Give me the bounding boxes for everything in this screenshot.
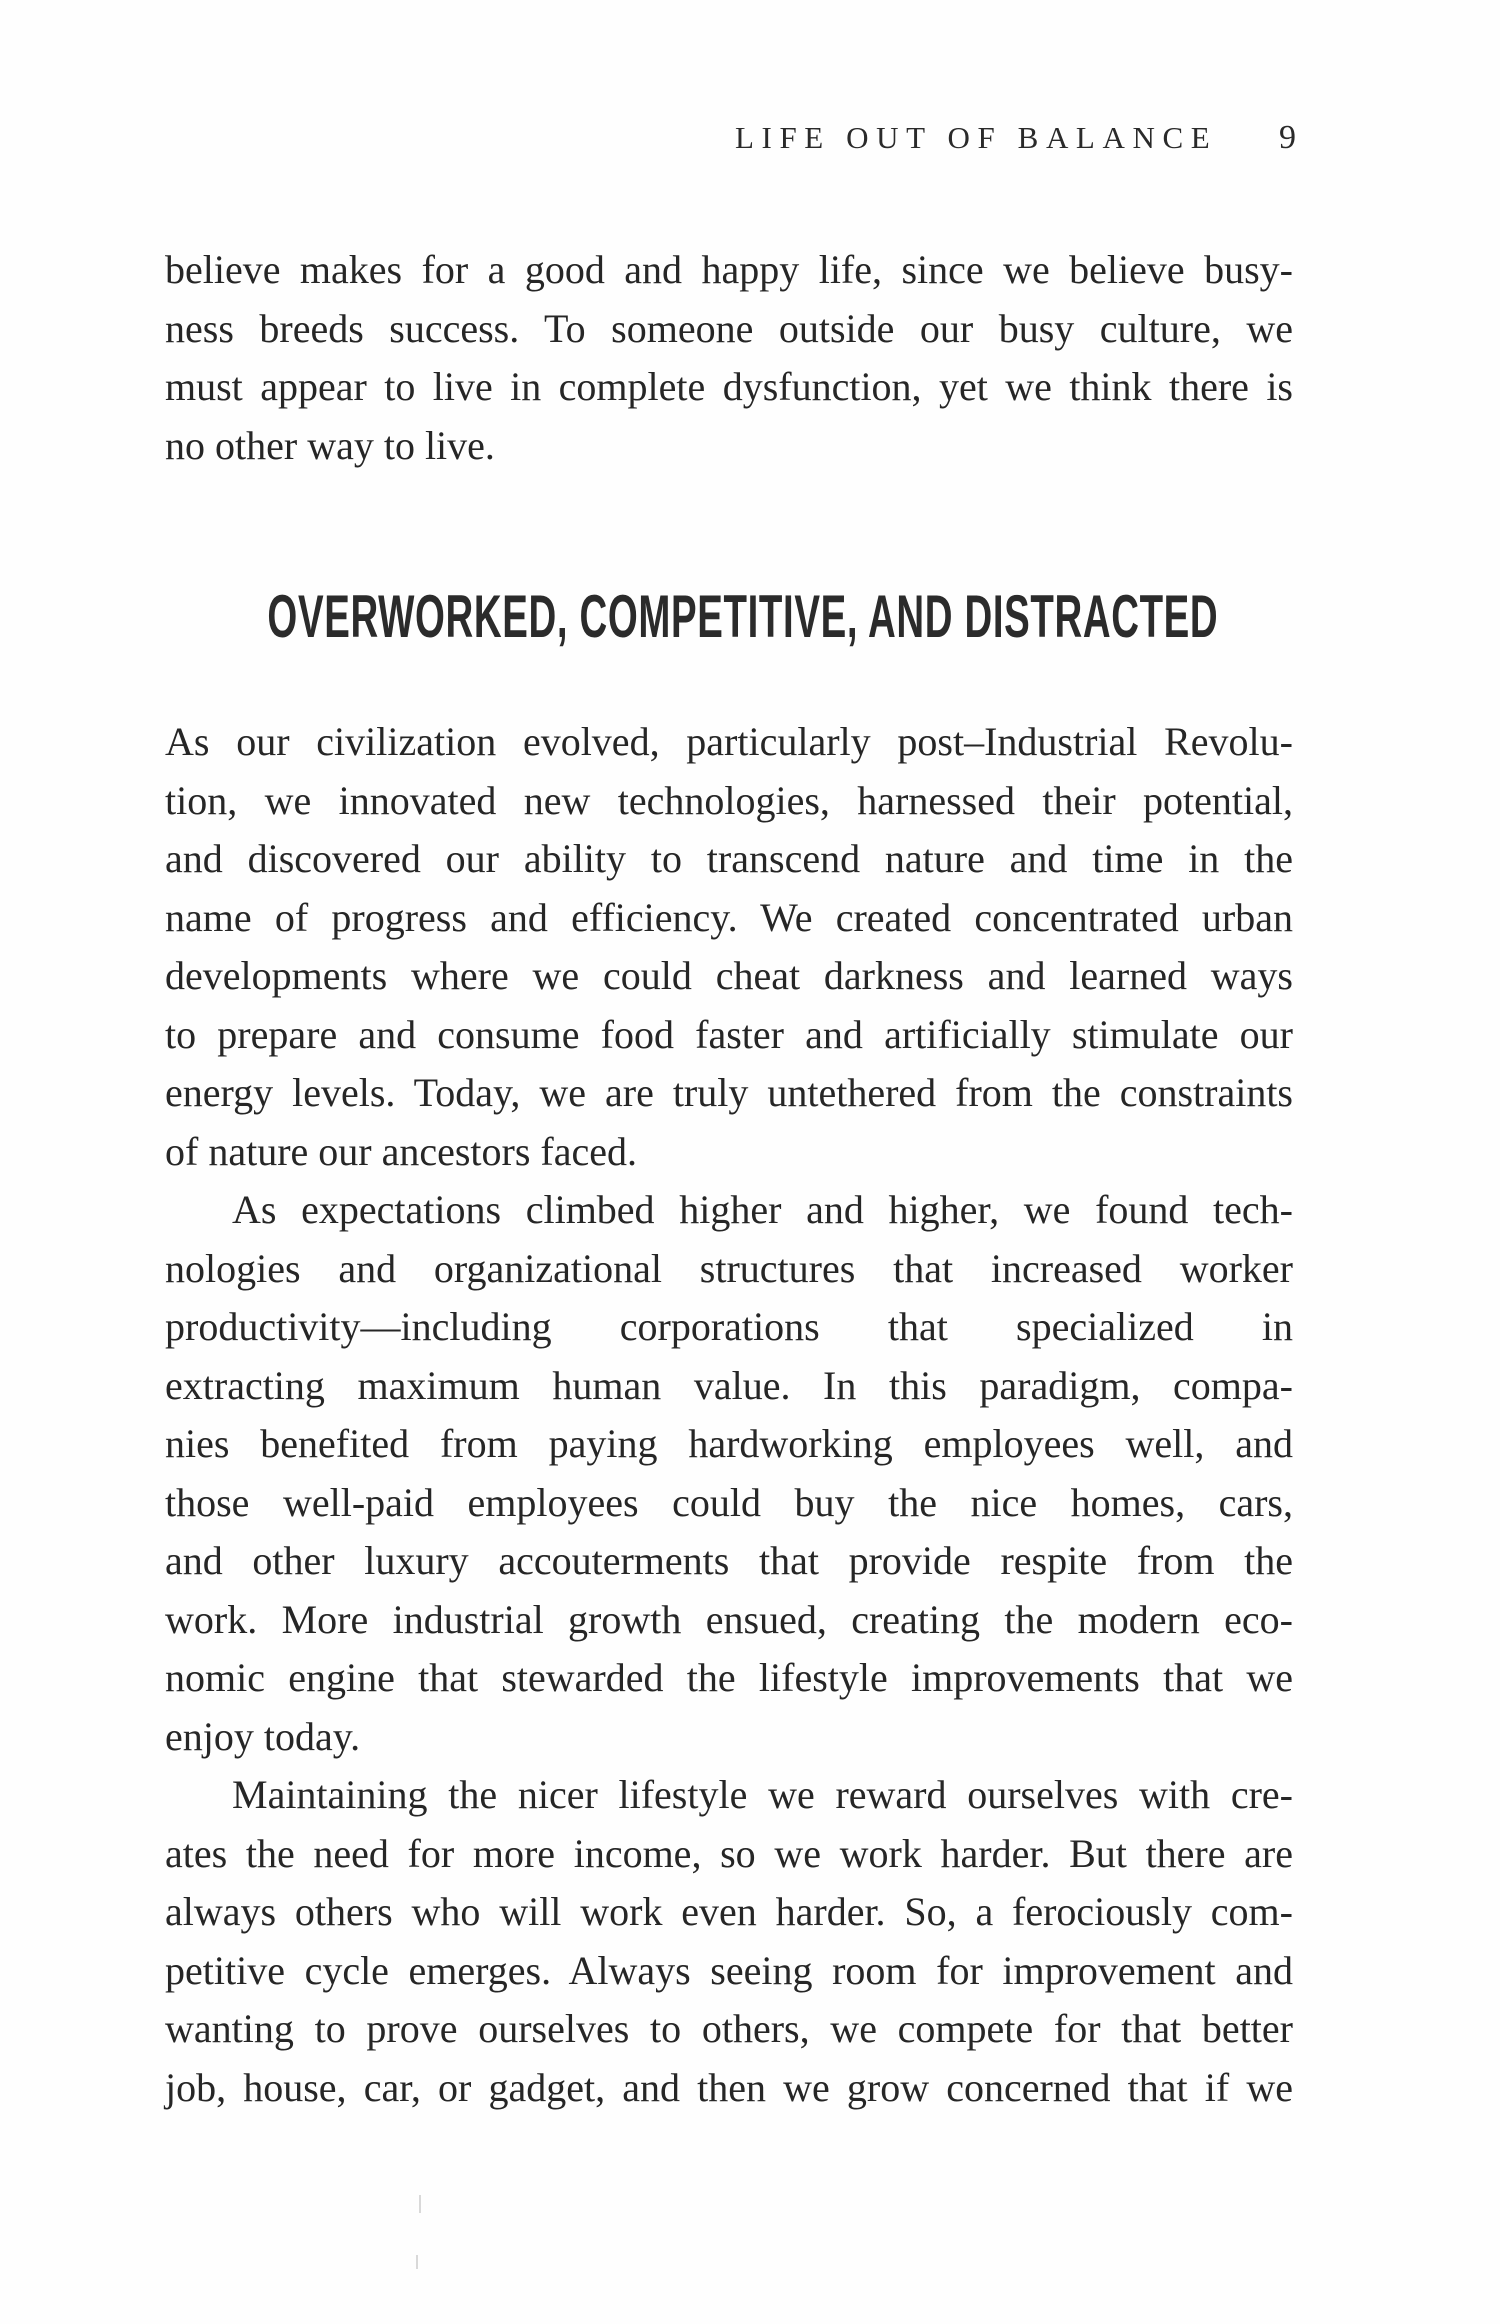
text-line: nologies and organizational structures that increased worker bbox=[165, 1245, 1293, 1291]
text-line: productivity—including corporations that specialized in bbox=[165, 1304, 1293, 1349]
text-line: always others who will work even harder. So, a ferociously com- bbox=[165, 1889, 1293, 1934]
scan-artifact bbox=[419, 2195, 421, 2213]
text-line: name of progress and efficiency. We created concentrated urban bbox=[165, 894, 1293, 940]
text-line: wanting to prove ourselves to others, we compete for that better bbox=[165, 2006, 1293, 2051]
text-line: petitive cycle emerges. Always seeing room for improvement and bbox=[165, 1947, 1293, 1993]
text-line: to prepare and consume food faster and artificially stimulate our bbox=[165, 1011, 1293, 1057]
paragraph bbox=[165, 1766, 1293, 2117]
scan-artifact bbox=[416, 2255, 418, 2269]
text-line: of nature our ancestors faced. bbox=[165, 1128, 637, 1174]
running-head bbox=[0, 118, 1296, 158]
running-head-title: LIFE OUT OF BALANCE bbox=[735, 120, 1218, 155]
text-line: As our civilization evolved, particularly post–Industrial Revolu- bbox=[165, 719, 1293, 764]
section-body bbox=[165, 713, 1293, 2117]
text-line: nomic engine that stewarded the lifestyle improvements that we bbox=[165, 1655, 1293, 1700]
text-line: and discovered our ability to transcend nature and time in the bbox=[165, 836, 1293, 881]
text-line: ness breeds success. To someone outside our busy culture, we bbox=[165, 305, 1293, 351]
text-line: nies benefited from paying hardworking employees well, and bbox=[165, 1421, 1293, 1466]
text-line: extracting maximum human value. In this paradigm, compa- bbox=[165, 1362, 1293, 1408]
text-line: tion, we innovated new technologies, harnessed their potential, bbox=[165, 777, 1293, 823]
text-line: and other luxury accouterments that provide respite from the bbox=[165, 1538, 1293, 1583]
section-heading bbox=[0, 582, 1468, 652]
text-line: As expectations climbed higher and higher, we found tech- bbox=[232, 1187, 1293, 1232]
section-heading-text: OVERWORKED, COMPETITIVE, AND DISTRACTED bbox=[267, 583, 1219, 650]
page-number: 9 bbox=[1279, 119, 1296, 156]
text-line: believe makes for a good and happy life, since we believe busy- bbox=[165, 247, 1293, 292]
text-line: developments where we could cheat darkness and learned ways bbox=[165, 953, 1293, 998]
continued-paragraph bbox=[165, 241, 1293, 475]
text-line: job, house, car, or gadget, and then we grow concerned that if we bbox=[165, 2064, 1293, 2110]
text-line: Maintaining the nicer lifestyle we reward ourselves with cre- bbox=[232, 1772, 1293, 1817]
text-line: work. More industrial growth ensued, creating the modern eco- bbox=[165, 1596, 1293, 1642]
paragraph bbox=[165, 713, 1293, 1181]
text-line: ates the need for more income, so we work harder. But there are bbox=[165, 1830, 1293, 1876]
text-line: no other way to live. bbox=[165, 422, 495, 468]
text-line: must appear to live in complete dysfunction, yet we think there is bbox=[165, 364, 1293, 409]
text-line: enjoy today. bbox=[165, 1713, 361, 1759]
paragraph bbox=[165, 1181, 1293, 1766]
text-line: those well-paid employees could buy the nice homes, cars, bbox=[165, 1479, 1293, 1525]
text-line: energy levels. Today, we are truly untethered from the constraints bbox=[165, 1070, 1293, 1115]
